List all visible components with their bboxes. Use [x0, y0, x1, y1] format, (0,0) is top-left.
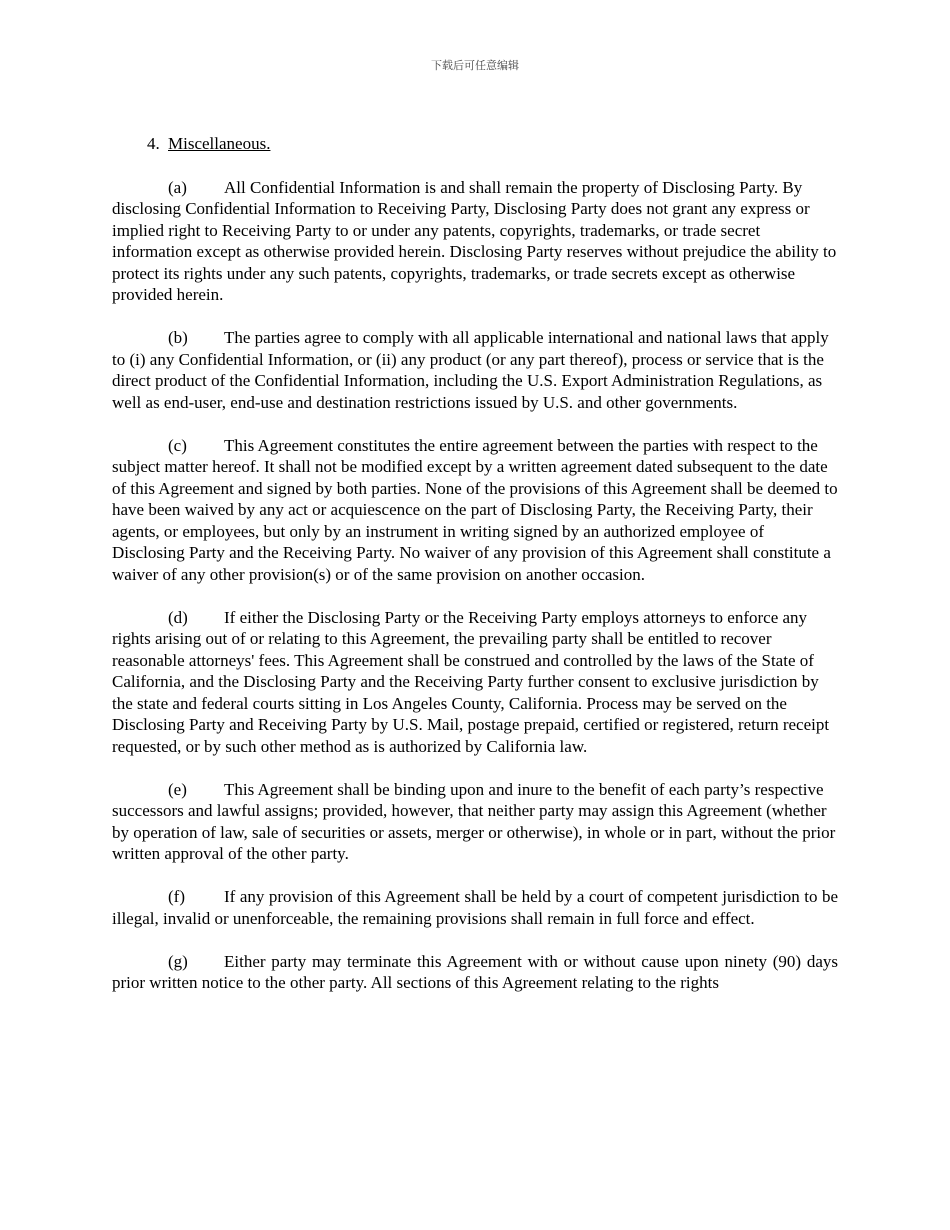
- paragraph-text: If any provision of this Agreement shall be held by a court of competent jurisdiction to be illegal, invalid or unenforceable, the remaining provisions shall remain in full force and effect.: [112, 887, 838, 928]
- paragraph-e: [112, 779, 838, 865]
- paragraph-label: (c): [168, 435, 187, 455]
- paragraph-label: (g): [168, 951, 188, 971]
- paragraph-text: The parties agree to comply with all applicable international and national laws that apply to (i) any Confidential Information, or (ii) any product (or any part thereof), process or service that is the direct product of the Confidential Information, including the U.S. Export Administration Regulations, as well as end-user, end-use and destination restrictions issued by U.S. and other governments.: [112, 328, 829, 412]
- paragraph-text: All Confidential Information is and shall remain the property of Disclosing Party. By disclosing Confidential Information to Receiving Party, Disclosing Party does not grant any express or implied right to Receiving Party to or under any patents, copyrights, trademarks, or trade secret information except as otherwise provided herein. Disclosing Party reserves without prejudice the ability to protect its rights under any such patents, copyrights, trademarks, or trade secrets except as otherwise provided herein.: [112, 177, 837, 304]
- paragraph-text: Either party may terminate this Agreement with or without cause upon ninety (90) days prior written notice to the other party. All sections of this Agreement relating to the rights: [112, 951, 838, 992]
- paragraph-label: (e): [168, 779, 187, 799]
- paragraph-f: [112, 886, 838, 929]
- section-number: 4.: [147, 134, 160, 153]
- paragraph-label: (a): [168, 177, 187, 197]
- paragraph-g: [112, 951, 838, 994]
- paragraph-b: [112, 327, 838, 413]
- section-heading: [112, 133, 838, 155]
- paragraph-c: [112, 435, 838, 586]
- section-title: Miscellaneous.: [168, 134, 271, 153]
- paragraph-text: This Agreement constitutes the entire agreement between the parties with respect to the subject matter hereof. It shall not be modified except by a written agreement dated subsequent to the date of this Agreement and signed by both parties. None of the provisions of this Agreement shall be deemed to have been waived by any act or acquiescence on the part of Disclosing Party, the Receiving Party, their agents, or employees, but only by an instrument in writing signed by an authorized employee of Disclosing Party and the Receiving Party. No waiver of any provision of this Agreement shall constitute a waiver of any other provision(s) or of the same provision on another occasion.: [112, 435, 838, 584]
- paragraph-text: This Agreement shall be binding upon and inure to the benefit of each party’s respective successors and lawful assigns; provided, however, that neither party may assign this Agreement (whether by operation of law, sale of securities or assets, merger or otherwise), in whole or in part, without the prior written approval of the other party.: [112, 779, 836, 863]
- paragraph-text: If either the Disclosing Party or the Receiving Party employs attorneys to enforce any rights arising out of or relating to this Agreement, the prevailing party shall be entitled to recover reasonable attorneys' fees. This Agreement shall be construed and controlled by the laws of the State of California, and the Disclosing Party and the Receiving Party further consent to exclusive jurisdiction by the state and federal courts sitting in Los Angeles County, California. Process may be served on the Disclosing Party and Receiving Party by U.S. Mail, postage prepaid, certified or registered, return receipt requested, or by such other method as is authorized by California law.: [112, 607, 830, 756]
- paragraph-d: [112, 607, 838, 758]
- page-header: 下载后可任意编辑: [431, 59, 519, 72]
- document-body: [112, 133, 838, 1015]
- paragraph-label: (f): [168, 887, 185, 906]
- paragraph-label: (b): [168, 328, 188, 347]
- paragraph-a: [112, 177, 838, 306]
- paragraph-label: (d): [168, 607, 188, 627]
